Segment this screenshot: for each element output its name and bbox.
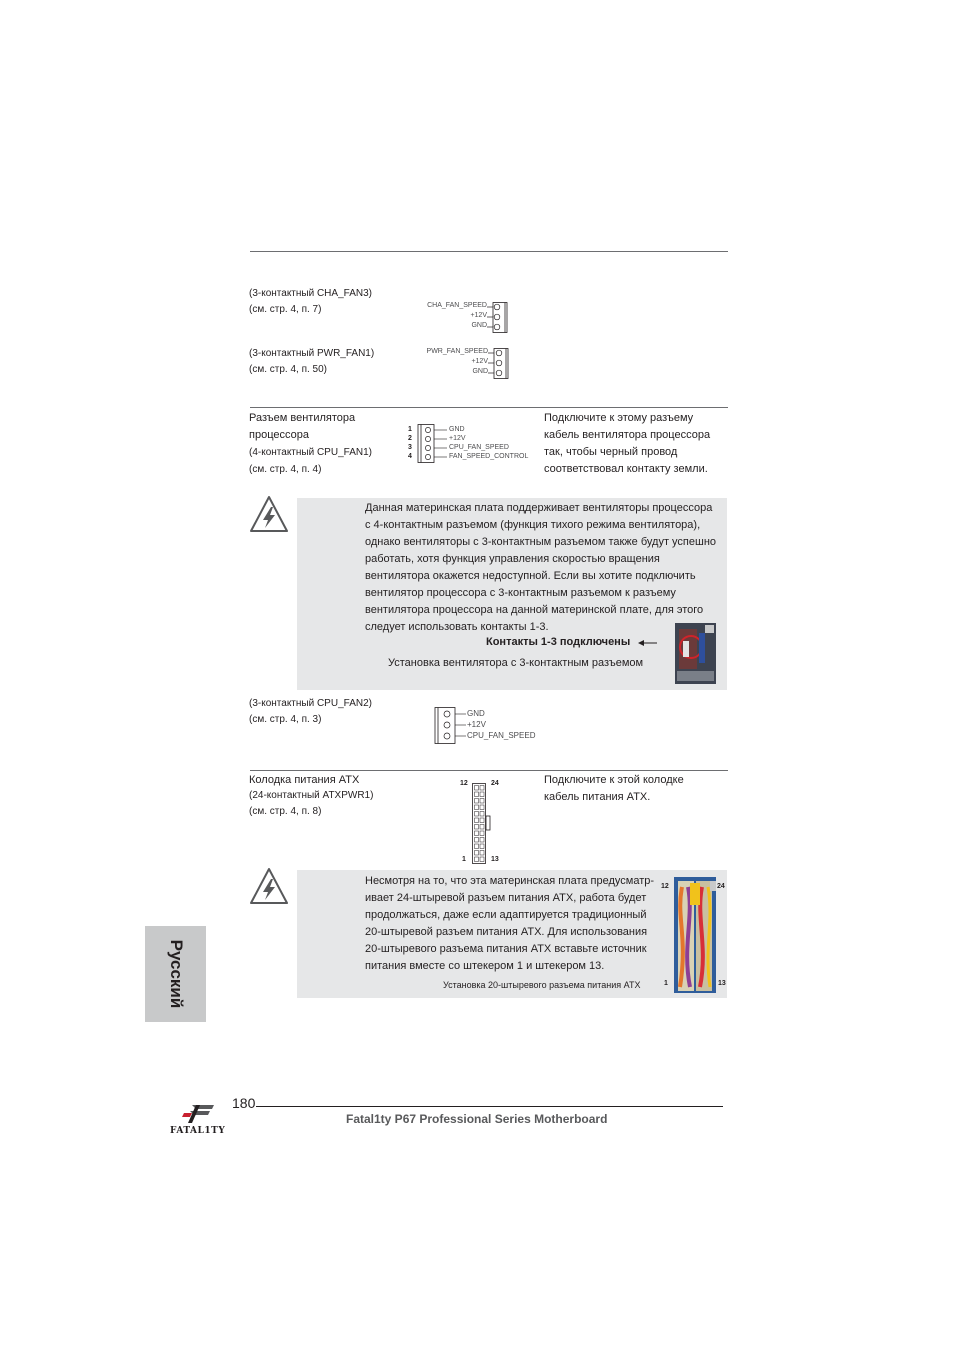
atx-pin (475, 825, 479, 830)
atx-latch (486, 816, 490, 830)
atx-pin (475, 799, 479, 804)
atx-pin (480, 792, 484, 797)
atx-description: Подключите к этой колодке кабель питания ATX. (544, 774, 684, 803)
atx-pin-grid (472, 783, 496, 865)
pin-number: 2 (408, 435, 412, 442)
top-rule (250, 251, 728, 252)
fatal1ty-wordmark: FATAL1TY (170, 1126, 226, 1136)
pin-label: GND (471, 322, 487, 329)
language-tab: Русский (145, 926, 206, 1022)
cpu-fan2-label: (3-контактный CPU_FAN2) (см. стр. 4, п. 3) (249, 698, 372, 725)
fatal1ty-logo (170, 1103, 228, 1139)
atx-pin (480, 786, 484, 791)
atx-pin (480, 818, 484, 823)
section-rule (250, 770, 728, 771)
pin-number: 24 (491, 780, 499, 787)
pin-label: +12V (471, 358, 488, 365)
pin-number: 12 (460, 780, 468, 787)
warning-icon (249, 867, 289, 907)
pin-label: GND (472, 368, 488, 375)
atx-pin (475, 818, 479, 823)
atx-photo (660, 875, 728, 995)
pin-label: CHA_FAN_SPEED (427, 302, 487, 309)
atx-pin (475, 792, 479, 797)
cha-fan3-diagram (425, 302, 525, 336)
atx-connector-diagram (456, 778, 516, 866)
arrow-left-icon (638, 638, 658, 648)
note-cpu-fan-text: Данная материнская плата поддерживает вентиляторы процессора с 4-контактным разъемом (функция тихого режима вентилятора), однако вентиляторы с 3-контактным разъемом также будут успешно работать, хотя функция управления скоростью вращения вентилятора окажется недоступной. Если вы хотите подключить вентилятор процессора с 3-контактным разъемом к разъему вентилятора процессора на данной материнской плате, для этого следует использовать контакты 1-3. (365, 502, 717, 633)
atx-pin (475, 851, 479, 856)
connector-icon (417, 424, 449, 464)
pin-label: GND (467, 709, 485, 718)
connector-icon (487, 302, 511, 334)
pwr-fan1-diagram (423, 348, 523, 382)
pin-number: 1 (408, 426, 412, 433)
atx-pin (475, 831, 479, 836)
connector-icon (488, 348, 512, 380)
cpu-fan1-label: Разъем вентилятора процессора (4-контактный CPU_FAN1) (см. стр. 4, п. 4) (249, 412, 372, 475)
atx-pin (480, 799, 484, 804)
cpu-fan1-diagram (405, 424, 535, 466)
atx-label: Колодка питания ATX (24-контактный ATXPWR1) (см. стр. 4, п. 8) (249, 774, 374, 817)
atx-pin (475, 838, 479, 843)
pin-number: 1 (462, 856, 466, 863)
atx-pin (480, 831, 484, 836)
photo-label: 12 (661, 883, 669, 890)
pin-number: 4 (408, 453, 412, 460)
pins-connected-label: Контакты 1-3 подключены (486, 636, 631, 648)
pin-label: FAN_SPEED_CONTROL (449, 453, 529, 460)
note-cpu-fan-caption: Установка вентилятора с 3-контактным разъемом (388, 657, 644, 669)
pin-label: CPU_FAN_SPEED (449, 444, 509, 451)
atx-pin (480, 812, 484, 817)
cpu-fan1-description: Подключите к этому разъему кабель вентилятора процессора так, чтобы черный провод соответствовал контакту земли. (544, 412, 711, 475)
footer-rule (256, 1106, 723, 1107)
atx-pin (475, 805, 479, 810)
atx-pin (475, 857, 479, 862)
cpu-fan2-diagram (433, 707, 543, 745)
atx-pin (480, 805, 484, 810)
atx-pin (475, 844, 479, 849)
note-atx-caption: Установка 20-штыревого разъема питания ATX (443, 980, 641, 990)
pin-label: +12V (470, 312, 487, 319)
section-rule (250, 407, 728, 408)
photo-label: 13 (718, 980, 726, 987)
note-atx-text: Несмотря на то, что эта материнская плата предусматр- ивает 24-штыревой разъем питания ATX, работа будет продолжаться, даже если адаптируется традиционный 20-штыревой разъем питания ATX. Для использования 20-штыревого разъема питания ATX вставьте источник питания вместе со штекером 1 и штекером 13. (365, 875, 655, 972)
atx-pin (480, 844, 484, 849)
pin-label: +12V (449, 435, 466, 442)
connector-icon (433, 707, 467, 745)
cpu-fan-photo (675, 623, 716, 684)
pin-number: 3 (408, 444, 412, 451)
pin-label: PWR_FAN_SPEED (426, 348, 488, 355)
atx-pin (480, 838, 484, 843)
pin-label: +12V (467, 720, 486, 729)
atx-pin (475, 786, 479, 791)
footer-title: Fatal1ty P67 Professional Series Motherboard (346, 1112, 608, 1126)
atx-pin (480, 825, 484, 830)
pwr-fan1-label: (3-контактный PWR_FAN1) (см. стр. 4, п. 50) (249, 348, 375, 375)
photo-label: 24 (717, 883, 725, 890)
page-number: 180 (232, 1095, 256, 1111)
atx-pin (475, 812, 479, 817)
photo-label: 1 (664, 980, 668, 987)
fatal1ty-logo-icon (182, 1103, 216, 1123)
atx-pin (480, 857, 484, 862)
atx-pin (480, 851, 484, 856)
warning-icon (249, 495, 289, 535)
cha-fan3-label: (3-контактный CHA_FAN3) (см. стр. 4, п. 7) (249, 288, 372, 315)
pin-number: 13 (491, 856, 499, 863)
pin-label: GND (449, 426, 465, 433)
pin-label: CPU_FAN_SPEED (467, 731, 536, 740)
